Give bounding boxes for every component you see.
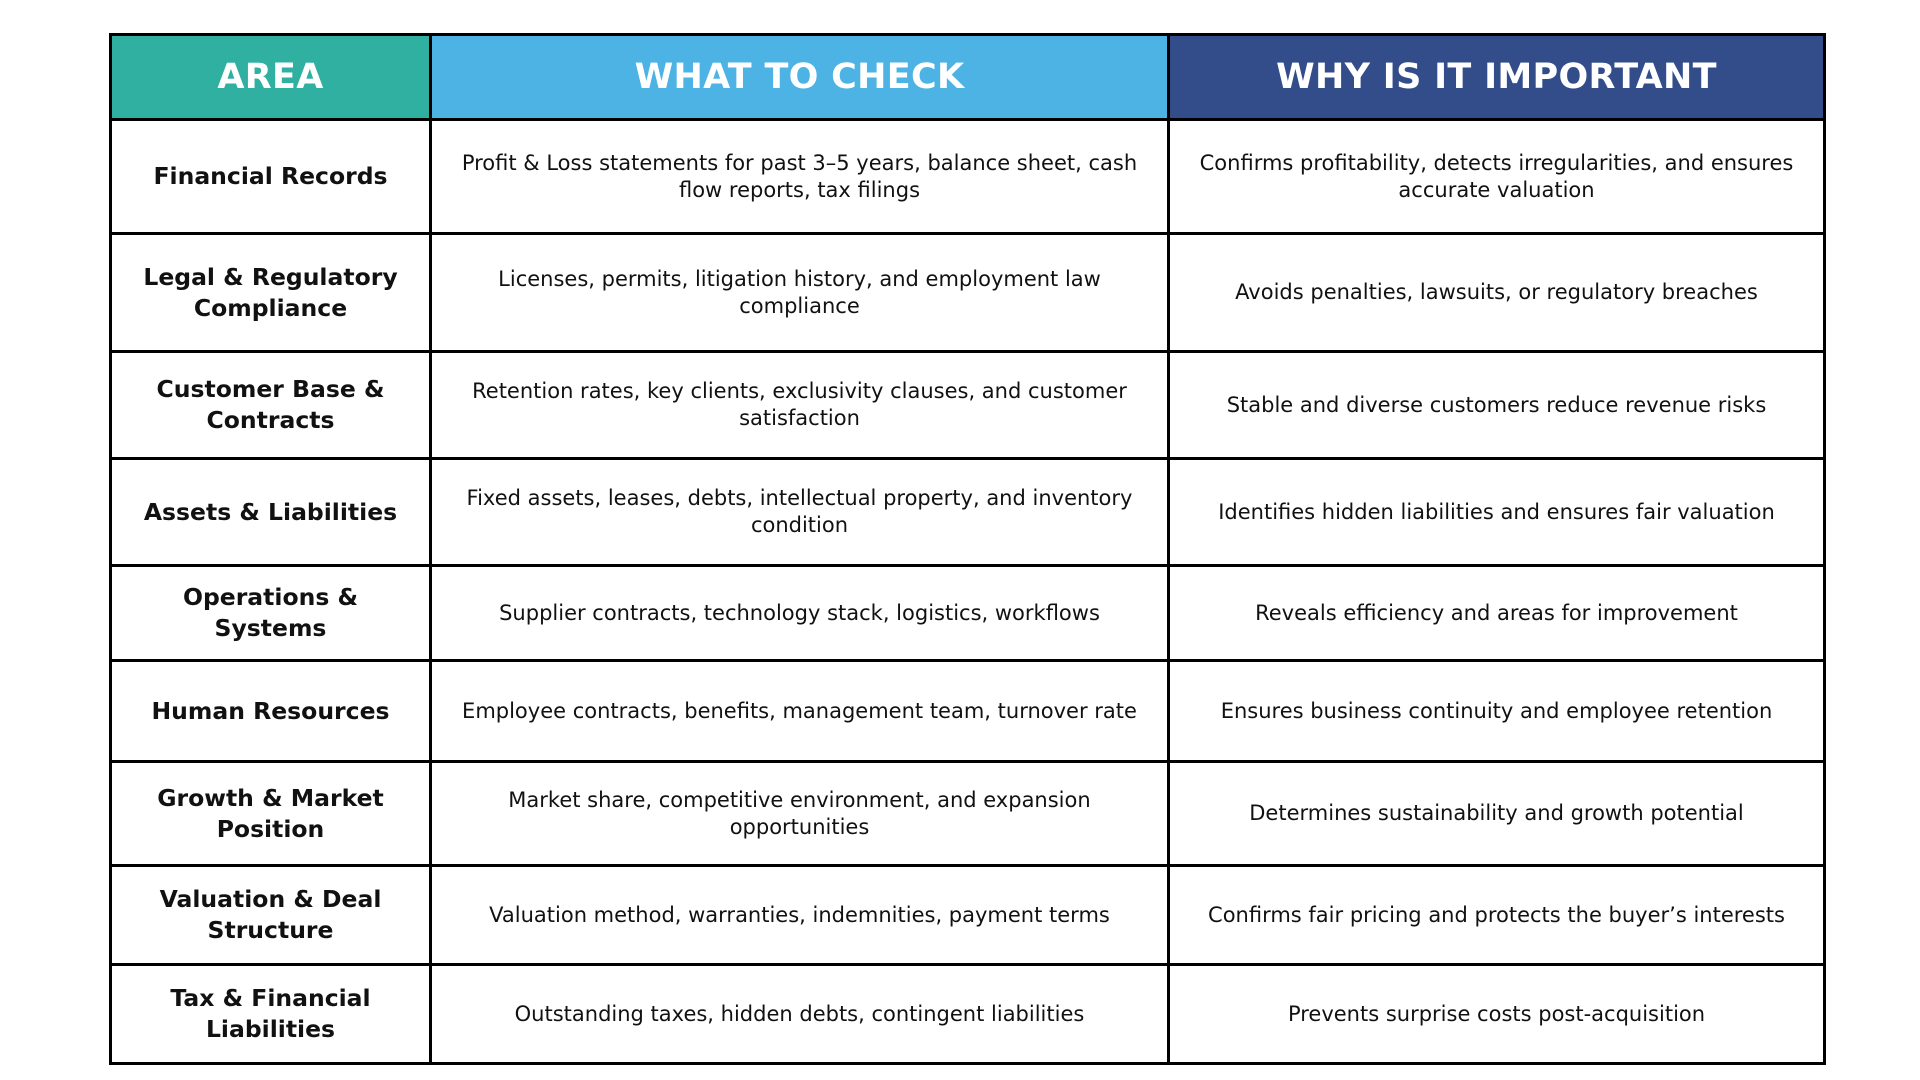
table-row <box>111 234 1825 352</box>
table-row <box>111 661 1825 762</box>
area-cell: Legal & Regulatory Compliance <box>111 234 431 352</box>
why-cell: Ensures business continuity and employee retention <box>1169 661 1825 762</box>
area-cell: Financial Records <box>111 120 431 234</box>
check-cell: Fixed assets, leases, debts, intellectual property, and inventory condition <box>431 459 1169 566</box>
check-cell: Outstanding taxes, hidden debts, contingent liabilities <box>431 965 1169 1064</box>
check-cell: Valuation method, warranties, indemnities, payment terms <box>431 866 1169 965</box>
check-cell: Supplier contracts, technology stack, logistics, workflows <box>431 566 1169 661</box>
area-cell: Operations & Systems <box>111 566 431 661</box>
why-cell: Stable and diverse customers reduce revenue risks <box>1169 352 1825 459</box>
header-why-important: WHY IS IT IMPORTANT <box>1169 35 1825 120</box>
check-cell: Retention rates, key clients, exclusivity clauses, and customer satisfaction <box>431 352 1169 459</box>
check-cell: Market share, competitive environment, and expansion opportunities <box>431 762 1169 866</box>
why-cell: Confirms profitability, detects irregularities, and ensures accurate valuation <box>1169 120 1825 234</box>
header-area: AREA <box>111 35 431 120</box>
why-cell: Determines sustainability and growth potential <box>1169 762 1825 866</box>
area-cell: Tax & Financial Liabilities <box>111 965 431 1064</box>
area-cell: Assets & Liabilities <box>111 459 431 566</box>
header-what-to-check: WHAT TO CHECK <box>431 35 1169 120</box>
check-cell: Profit & Loss statements for past 3–5 years, balance sheet, cash flow reports, tax filings <box>431 120 1169 234</box>
table-row <box>111 965 1825 1064</box>
check-cell: Employee contracts, benefits, management team, turnover rate <box>431 661 1169 762</box>
area-cell: Human Resources <box>111 661 431 762</box>
header-row <box>111 35 1825 120</box>
why-cell: Prevents surprise costs post-acquisition <box>1169 965 1825 1064</box>
due-diligence-table-container <box>109 33 1823 1052</box>
why-cell: Reveals efficiency and areas for improvement <box>1169 566 1825 661</box>
why-cell: Avoids penalties, lawsuits, or regulatory breaches <box>1169 234 1825 352</box>
check-cell: Licenses, permits, litigation history, and employment law compliance <box>431 234 1169 352</box>
area-cell: Valuation & Deal Structure <box>111 866 431 965</box>
why-cell: Identifies hidden liabilities and ensures fair valuation <box>1169 459 1825 566</box>
table-row <box>111 762 1825 866</box>
table-row <box>111 352 1825 459</box>
table-row <box>111 459 1825 566</box>
area-cell: Growth & Market Position <box>111 762 431 866</box>
due-diligence-table <box>109 33 1826 1065</box>
area-cell: Customer Base & Contracts <box>111 352 431 459</box>
table-row <box>111 120 1825 234</box>
table-row <box>111 866 1825 965</box>
why-cell: Confirms fair pricing and protects the buyer’s interests <box>1169 866 1825 965</box>
table-row <box>111 566 1825 661</box>
